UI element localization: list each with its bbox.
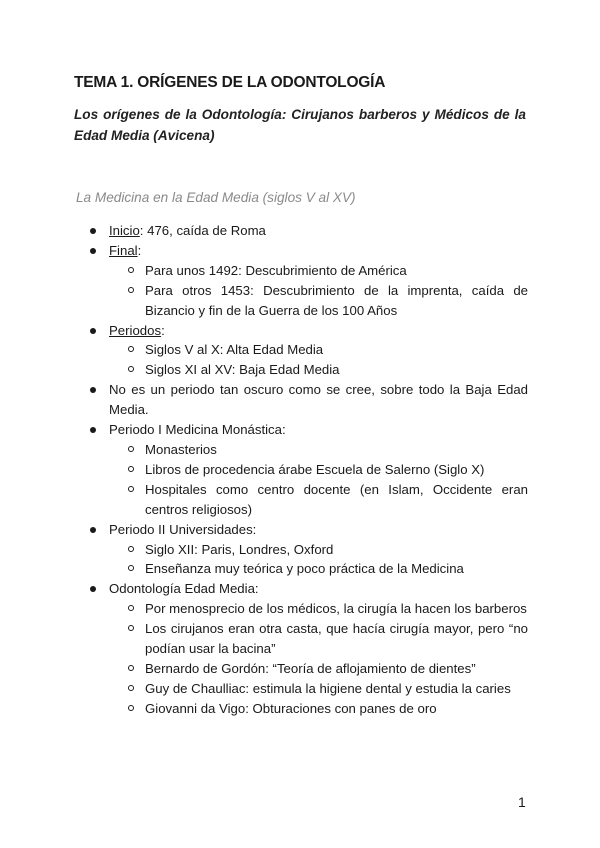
- list-item-odontologia: [90, 579, 528, 718]
- document-title: TEMA 1. ORÍGENES DE LA ODONTOLOGÍA: [74, 74, 386, 91]
- list-item-inicio: [90, 221, 528, 241]
- list-item: Siglos V al X: Alta Edad Media: [128, 340, 528, 360]
- list-item-oscuro: No es un periodo tan oscuro como se cree, sobre todo la Baja Edad Media.: [90, 380, 528, 420]
- document-subtitle: Los orígenes de la Odontología: Cirujanos barberos y Médicos de la Edad Media (Avicena): [74, 107, 526, 143]
- periodos-colon: :: [161, 322, 165, 338]
- list-item: Siglo XII: Paris, Londres, Oxford: [128, 540, 528, 560]
- final-colon: :: [137, 242, 142, 258]
- main-bullet-list: [90, 221, 528, 719]
- list-item: Enseñanza muy teórica y poco práctica de la Medicina: [128, 559, 528, 579]
- section-heading: La Medicina en la Edad Media (siglos V al XV): [76, 190, 356, 205]
- periodo-1-label: Periodo I Medicina Monástica:: [109, 422, 286, 438]
- final-sublist: [109, 261, 528, 321]
- periodos-sublist: [109, 340, 528, 380]
- list-item: Para otros 1453: Descubrimiento de la imprenta, caída de Bizancio y fin de la Guerra de los 100 Años: [128, 281, 528, 321]
- periodo-2-label: Periodo II Universidades:: [109, 521, 257, 537]
- list-item: Monasterios: [128, 440, 528, 460]
- odontologia-label: Odontología Edad Media:: [109, 581, 259, 597]
- list-item: Siglos XI al XV: Baja Edad Media: [128, 360, 528, 380]
- list-item-periodo-2: [90, 520, 528, 580]
- list-item: Para unos 1492: Descubrimiento de América: [128, 261, 528, 281]
- list-item: Libros de procedencia árabe Escuela de Salerno (Siglo X): [128, 460, 528, 480]
- page-number: 1: [518, 794, 526, 810]
- list-item: Bernardo de Gordón: “Teoría de aflojamiento de dientes”: [128, 659, 528, 679]
- periodo-2-sublist: [109, 540, 528, 580]
- list-item-periodos: [90, 321, 528, 381]
- list-item-periodo-1: [90, 420, 528, 520]
- list-item: Por menosprecio de los médicos, la cirugía la hacen los barberos: [128, 599, 528, 619]
- inicio-label: Inicio: [109, 223, 140, 238]
- odontologia-sublist: [109, 599, 528, 718]
- inicio-text: : 476, caída de Roma: [139, 223, 266, 238]
- list-item: Hospitales como centro docente (en Islam, Occidente eran centros religiosos): [128, 480, 528, 520]
- list-item: Los cirujanos eran otra casta, que hacía cirugía mayor, pero “no podían usar la bacina”: [128, 619, 528, 659]
- list-item-final: [90, 241, 528, 321]
- final-label: Final: [109, 242, 138, 258]
- periodo-1-sublist: [109, 440, 528, 520]
- list-item: Giovanni da Vigo: Obturaciones con panes de oro: [128, 699, 528, 719]
- periodos-label: Periodos: [109, 322, 162, 338]
- list-item: Guy de Chaulliac: estimula la higiene dental y estudia la caries: [128, 679, 528, 699]
